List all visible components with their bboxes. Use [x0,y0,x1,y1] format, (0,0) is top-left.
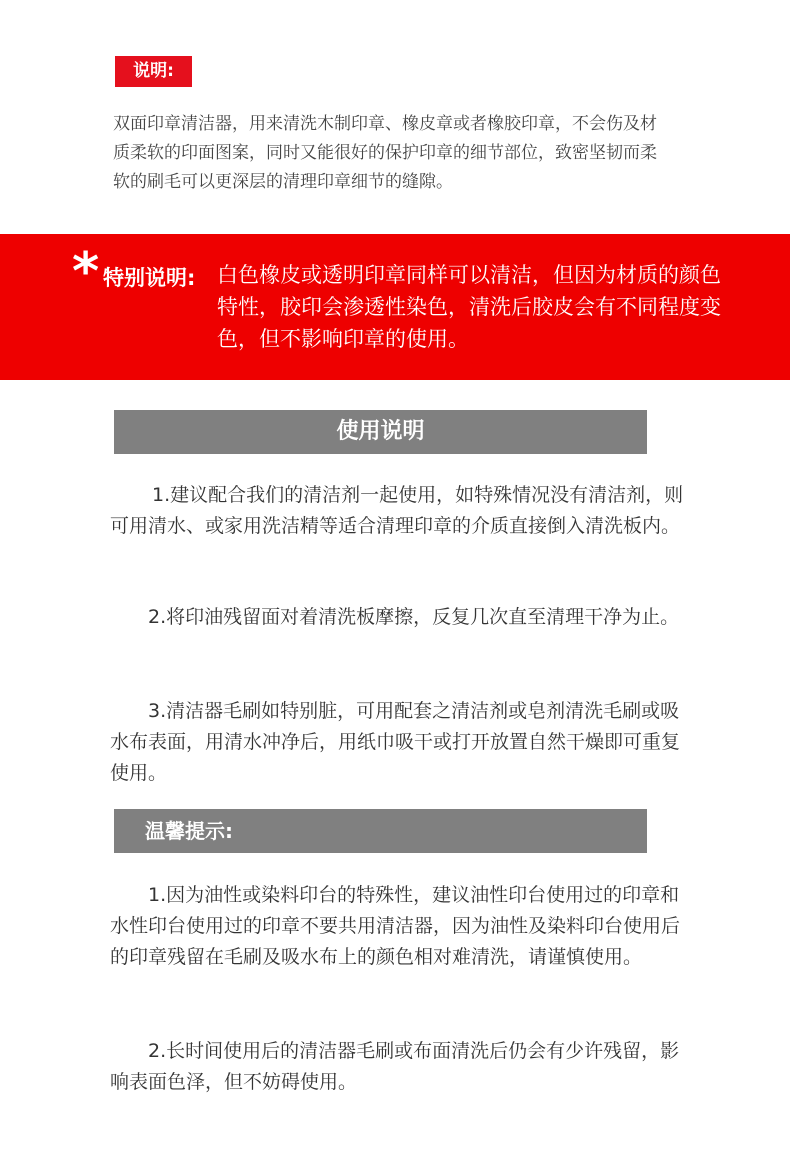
usage-item-1: 1.建议配合我们的清洁剂一起使用，如特殊情况没有清洁剂，则可用清水、或家用洗洁精等适合清理印章的介质直接倒入清洗板内。 [110,484,684,537]
special-note-text: 白色橡皮或透明印章同样可以清洁，但因为材质的颜色特性，胶印会渗透性染色，清洗后胶皮会有不同程度变色，但不影响印章的使用。 [217,263,721,351]
usage-item-2: 2.将印油残留面对着清洗板摩擦，反复几次直至清理干净为止。 [148,606,680,628]
usage-item-3: 3.清洁器毛刷如特别脏，可用配套之清洁剂或皂剂清洗毛刷或吸水布表面，用清水冲净后，用纸巾吸干或打开放置自然干燥即可重复使用。 [110,700,681,784]
intro-description: 双面印章清洁器，用来清洗木制印章、橡皮章或者橡胶印章，不会伤及材质柔软的印面图案，同时又能很好的保护印章的细节部位，致密坚韧而柔软的刷毛可以更深层的清理印章细节的缝隙。 [113,114,657,192]
usage-section-title: 使用说明 [114,410,647,454]
tips-item-1: 1.因为油性或染料印台的特殊性，建议油性印台使用过的印章和水性印台使用过的印章不要共用清洁器，因为油性及染料印台使用后的印章残留在毛刷及吸水布上的颜色相对难清洗，请谨慎使用。 [110,884,681,968]
special-note-banner [0,234,790,380]
asterisk-icon: * [72,242,100,302]
tips-item-2: 2.长时间使用后的清洁器毛刷或布面清洗后仍会有少许残留，影响表面色泽，但不妨碍使用。 [110,1040,680,1093]
special-note-label: 特别说明: [103,266,196,290]
intro-badge: 说明: [115,56,192,87]
tips-section-title: 温馨提示: [114,809,647,853]
